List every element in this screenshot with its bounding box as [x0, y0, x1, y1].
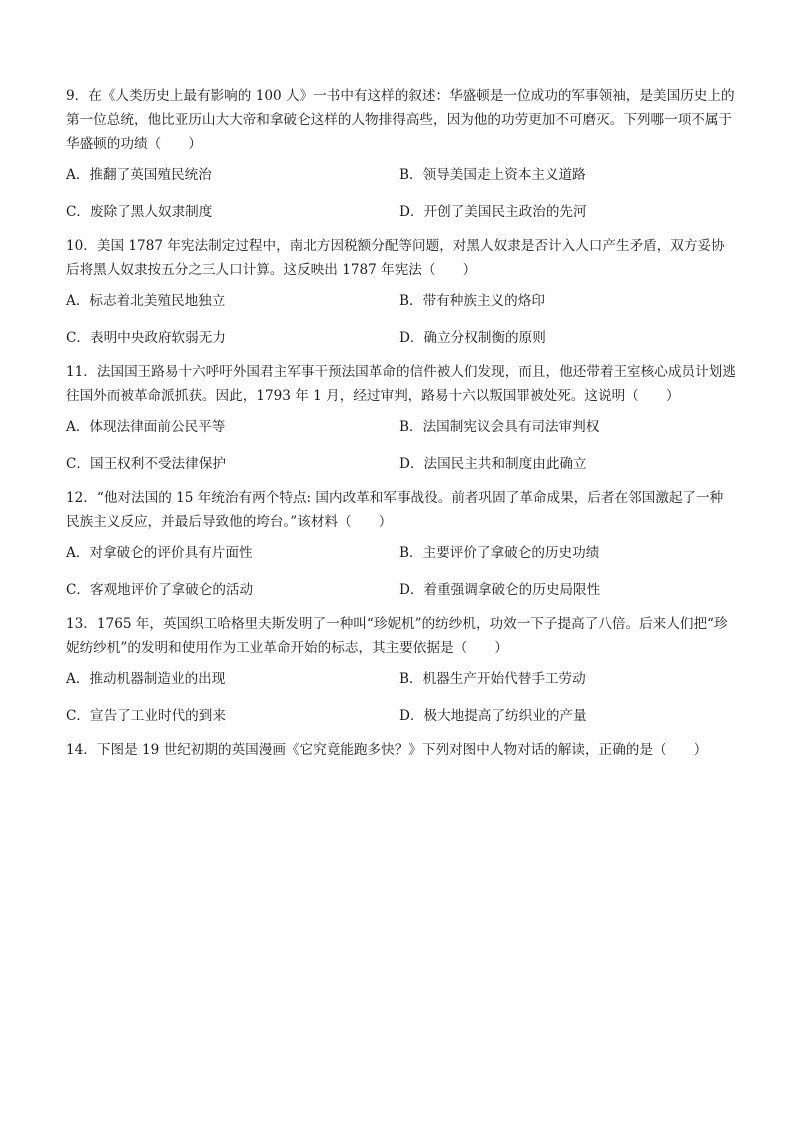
- option-d: D．开创了美国民主政治的先河: [399, 204, 587, 220]
- options-grid: [66, 408, 736, 482]
- option-a: A．推动机器制造业的出现: [66, 671, 226, 687]
- option-c: C．废除了黑人奴隶制度: [66, 204, 213, 220]
- option-c: C．国王权利不受法律保护: [66, 456, 226, 472]
- option-b: B．领导美国走上资本主义道路: [399, 167, 586, 183]
- option-b: B．法国制宪议会具有司法审判权: [399, 419, 600, 435]
- option-d: D．确立分权制衡的原则: [399, 330, 546, 346]
- question-stem: 13．1765 年，英国织工哈格里夫斯发明了一种叫“珍妮机”的纺纱机，功效一下子提高了八倍。后来人们把“珍妮纺纱机”的发明和使用作为工业革命开始的标志，其主要依据是（ ）: [66, 616, 728, 656]
- question-stem: 10．美国 1787 年宪法制定过程中，南北方因税额分配等问题，对黑人奴隶是否计入人口产生矛盾，双方妥协后将黑人奴隶按五分之三人口计算。这反映出 1787 年宪法（ ）: [66, 238, 725, 278]
- question-11: [66, 360, 736, 482]
- question-13: [66, 612, 736, 734]
- option-a: A．对拿破仑的评价具有片面性: [66, 545, 253, 561]
- question-9: [66, 84, 736, 230]
- option-d: D．极大地提高了纺织业的产量: [399, 708, 587, 724]
- option-c: C．表明中央政府软弱无力: [66, 330, 226, 346]
- options-grid: [66, 660, 736, 734]
- option-b: B．主要评价了拿破仑的历史功绩: [399, 545, 600, 561]
- question-stem: 11．法国国王路易十六呼吁外国君主军事干预法国革命的信件被人们发现，而且，他还带着王室核心成员计划逃往国外而被革命派抓获。因此，1793 年 1 月，经过审判，路易十六以叛国罪被处死。这说明（ ）: [66, 364, 736, 404]
- question-stem: 14．下图是 19 世纪初期的英国漫画《它究竟能跑多快？》下列对图中人物对话的解读，正确的是（ ）: [66, 742, 708, 758]
- option-a: A．推翻了英国殖民统治: [66, 167, 212, 183]
- question-12: [66, 486, 736, 608]
- option-c: C．客观地评价了拿破仑的活动: [66, 582, 254, 598]
- option-c: C．宣告了工业时代的到来: [66, 708, 226, 724]
- exam-page: [66, 84, 736, 762]
- options-grid: [66, 282, 736, 356]
- question-stem: 9．在《人类历史上最有影响的 100 人》一书中有这样的叙述：华盛顿是一位成功的军事领袖，是美国历史上的第一位总统，他比亚历山大大帝和拿破仑这样的人物排得高些，因为他的功劳更加不可磨灭。下列哪一项不属于华盛顿的功绩（ ）: [66, 88, 735, 152]
- option-b: B．机器生产开始代替手工劳动: [399, 671, 586, 687]
- question-14: [66, 738, 736, 762]
- option-d: D．着重强调拿破仑的历史局限性: [399, 582, 601, 598]
- option-a: A．标志着北美殖民地独立: [66, 293, 226, 309]
- option-a: A．体现法律面前公民平等: [66, 419, 226, 435]
- options-grid: [66, 534, 736, 608]
- question-stem: 12．“他对法国的 15 年统治有两个特点: 国内改革和军事战役。前者巩固了革命成果，后者在邻国激起了一种民族主义反应，并最后导致他的垮台。”该材料（ ）: [66, 490, 724, 530]
- question-10: [66, 234, 736, 356]
- options-grid: [66, 156, 736, 230]
- option-b: B．带有种族主义的烙印: [399, 293, 545, 309]
- option-d: D．法国民主共和制度由此确立: [399, 456, 587, 472]
